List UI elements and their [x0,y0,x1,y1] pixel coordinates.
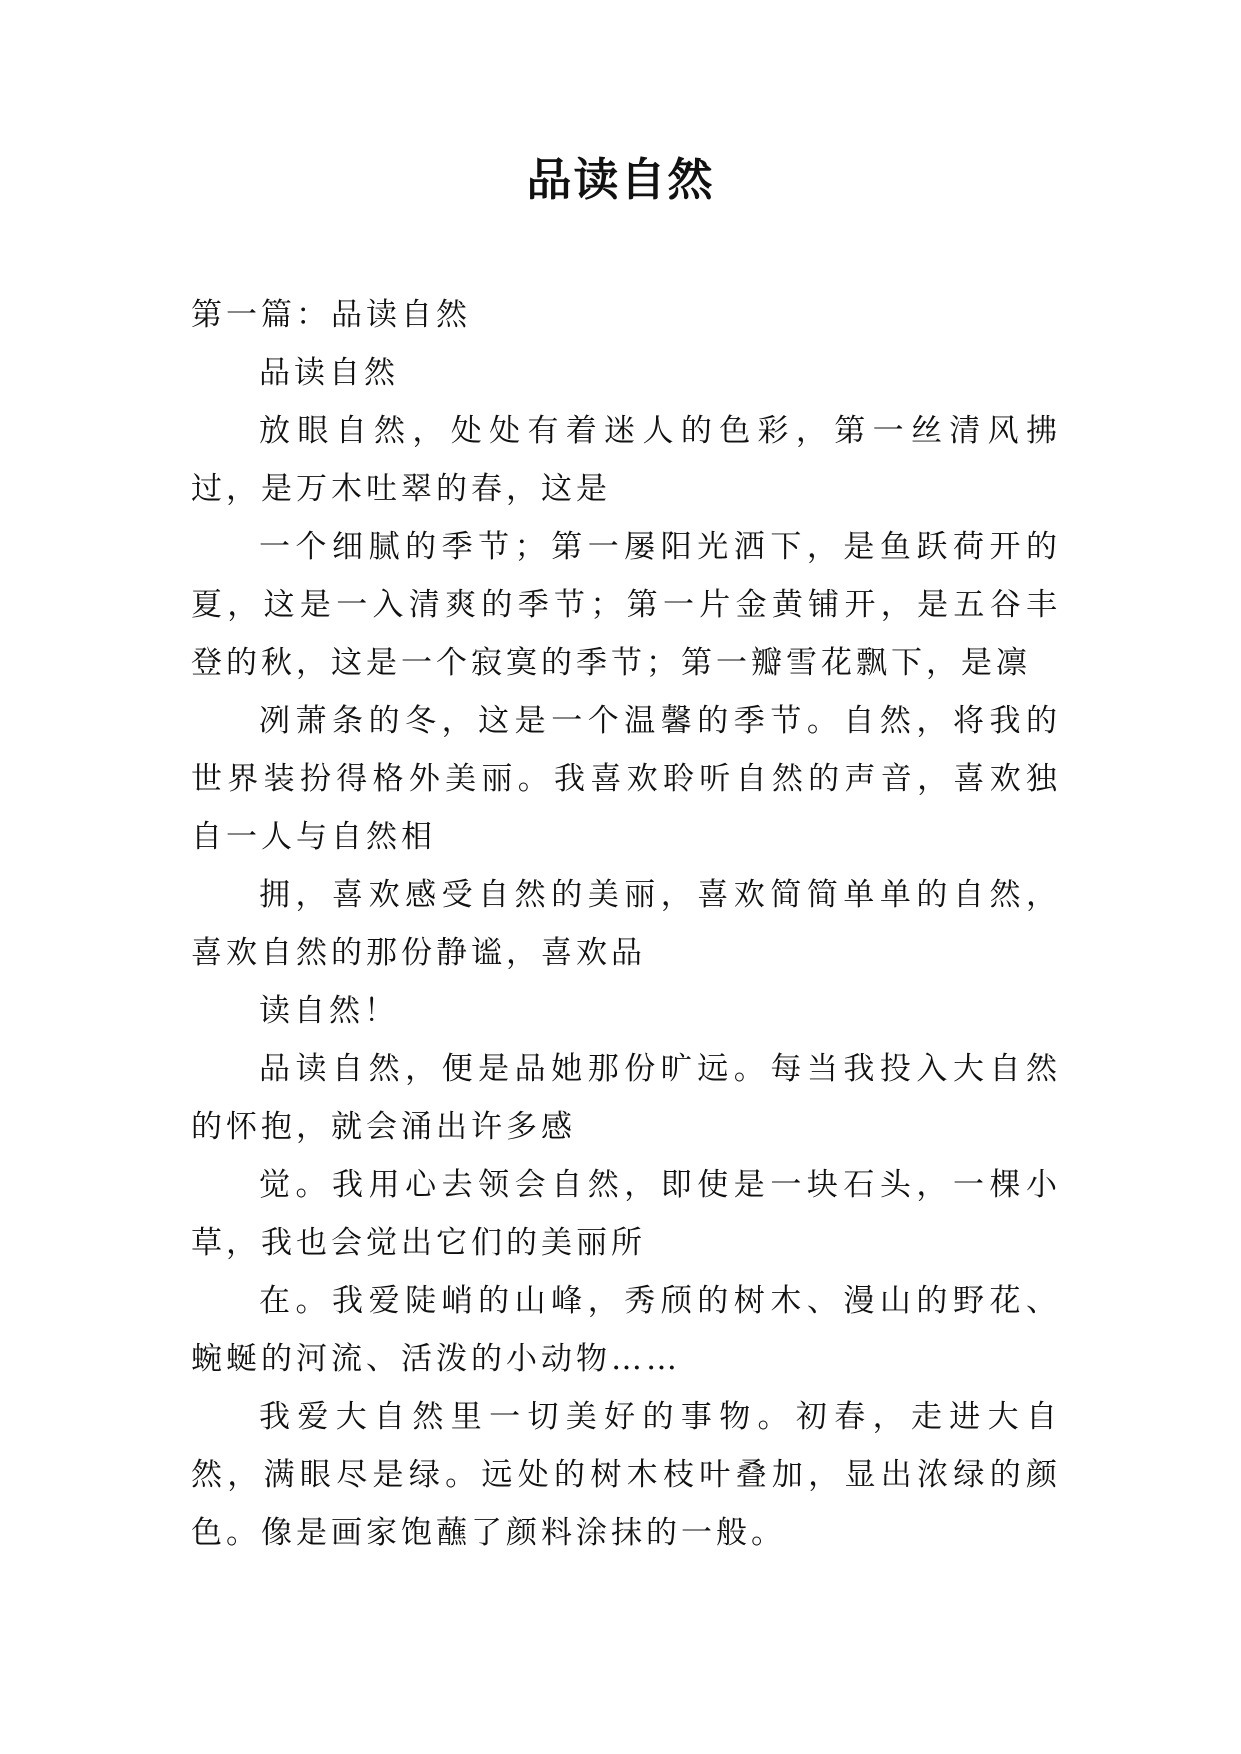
paragraph: 品读自然 [259,355,399,391]
paragraph: 第一篇：品读自然 [191,297,471,333]
document-title: 品读自然 [526,153,715,206]
paragraph: 放眼自然，处处有着迷人的色彩，第一丝清风拂过，是万木吐翠的春，这是 [191,413,1061,507]
paragraph: 在。我爱陡峭的山峰，秀颀的树木、漫山的野花、蜿蜒的河流、活泼的小动物…… [191,1283,1061,1377]
paragraph: 觉。我用心去领会自然，即使是一块石头，一棵小草，我也会觉出它们的美丽所 [191,1167,1061,1261]
document-body [191,286,1061,1562]
paragraph: 拥，喜欢感受自然的美丽，喜欢简简单单的自然，喜欢自然的那份静谧，喜欢品 [191,877,1061,971]
paragraph: 冽萧条的冬，这是一个温馨的季节。自然，将我的世界装扮得格外美丽。我喜欢聆听自然的声音，喜欢独自一人与自然相 [191,703,1061,855]
paragraph: 一个细腻的季节；第一屡阳光洒下，是鱼跃荷开的夏，这是一入清爽的季节；第一片金黄铺开，是五谷丰登的秋，这是一个寂寞的季节；第一瓣雪花飘下，是凛 [191,529,1061,681]
paragraph: 品读自然，便是品她那份旷远。每当我投入大自然的怀抱，就会涌出许多感 [191,1051,1061,1145]
paragraph: 读自然！ [259,993,399,1029]
paragraph: 我爱大自然里一切美好的事物。初春，走进大自然，满眼尽是绿。远处的树木枝叶叠加，显出浓绿的颜色。像是画家饱蘸了颜料涂抹的一般。 [191,1399,1061,1551]
